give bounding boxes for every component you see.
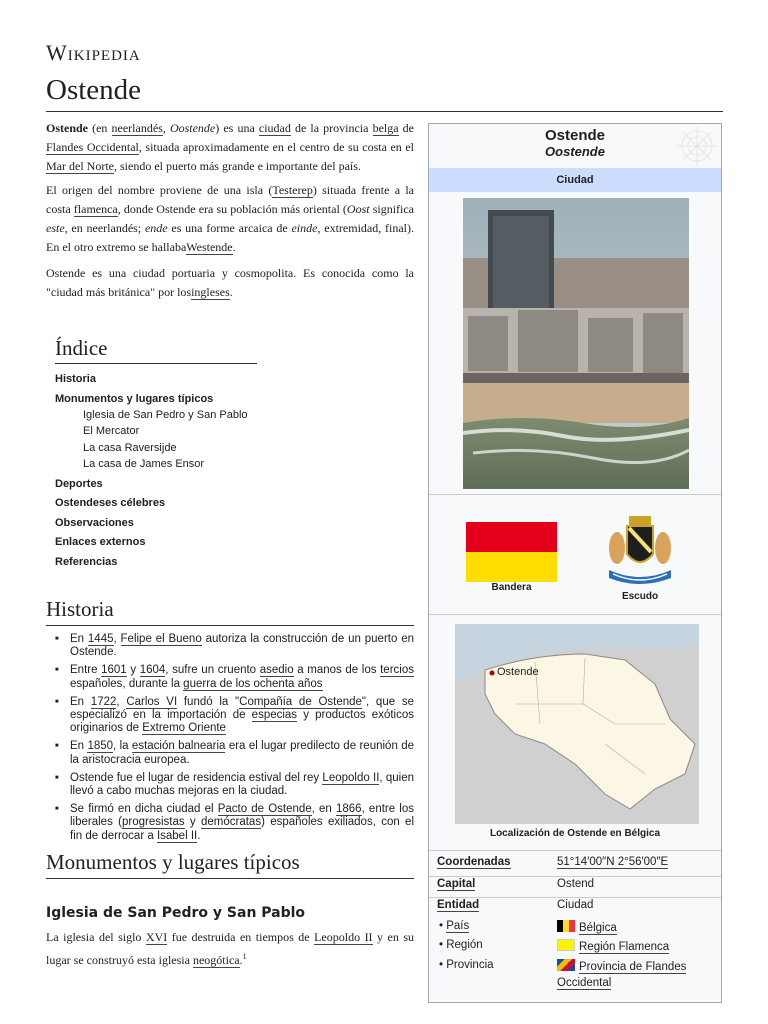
toc-item-monumentos[interactable]: Monumentos y lugares típicos: [55, 392, 214, 405]
list-item: ■ Ostende fue el lugar de residencia estival del rey Leopoldo II, quien llevó a cabo muchas mejoras en la ciudad.: [70, 772, 414, 798]
toc-item-observaciones[interactable]: Observaciones: [55, 516, 134, 529]
link-isabel-ii[interactable]: Isabel II: [156, 829, 198, 842]
infobox-row-entidad: [429, 899, 721, 919]
link-felipe-el-bueno[interactable]: Felipe el Bueno: [120, 633, 202, 645]
link-pais[interactable]: País: [446, 920, 470, 932]
list-item: ■ En 1850, la estación balnearia era el lugar predilecto de reunión de la aristocracia europea.: [70, 740, 414, 766]
label-entidad[interactable]: Entidad: [437, 899, 480, 911]
value-provincia[interactable]: Provincia de Flandes Occidental: [557, 961, 687, 989]
link-guerra-ochenta[interactable]: guerra de los ochenta años: [183, 677, 323, 690]
value-region[interactable]: Región Flamenca: [579, 941, 670, 953]
link-asedio[interactable]: asedio: [259, 664, 294, 677]
link-especias[interactable]: especias: [251, 709, 298, 722]
label-capital[interactable]: Capital: [437, 878, 476, 890]
toc-item-celebres[interactable]: Ostendeses célebres: [55, 497, 166, 509]
list-item: ■ Se firmó en dicha ciudad el Pacto de Ostende, en 1866, entre los liberales (progresistas y demócratas) españoles exiliados, con el fin de derrocar a Isabel II.: [70, 803, 414, 843]
west-flanders-flag-icon: [557, 959, 575, 971]
ostende-photo[interactable]: [463, 198, 689, 489]
label-provincia: • Provincia: [439, 959, 494, 971]
infobox-header: [429, 124, 721, 167]
intro-paragraph-1: Ostende (en neerlandés, Oostende) es una ciudad de la provincia belga de Flandes Occidental, situada aproximadamente en el centro de su costa en el Mar del Norte, siendo el puerto más grande e importante del país.: [46, 121, 415, 173]
subsection-heading-iglesia: Iglesia de San Pedro y San Pablo: [46, 905, 306, 921]
map-label-ostende: Ostende: [497, 666, 539, 678]
reference-1[interactable]: 1: [242, 952, 247, 961]
link-1722[interactable]: 1722: [90, 695, 117, 708]
infobox-row-pais: [429, 920, 721, 940]
infobox-divider: [429, 850, 721, 851]
link-belga[interactable]: belga: [372, 121, 399, 135]
intro-paragraph-3: Ostende es una ciudad portuaria y cosmopolita. Es conocida como la "ciudad más británica" por losingleses.: [46, 266, 414, 299]
infobox-name: Ostende: [544, 127, 605, 144]
flanders-flag-icon: [557, 939, 575, 951]
belgium-flag-icon: [557, 920, 575, 932]
value-entidad: Ciudad: [557, 899, 594, 911]
link-1601[interactable]: 1601: [101, 664, 127, 677]
link-flandes-occidental[interactable]: Flandes Occidental: [46, 140, 139, 154]
link-1866[interactable]: 1866: [335, 803, 362, 816]
infobox-native-name: Oostende: [545, 144, 605, 159]
page-title: Ostende: [46, 74, 142, 106]
label-pais: • País: [439, 920, 470, 932]
toc-item-deportes[interactable]: Deportes: [55, 477, 103, 490]
coat-of-arms-image[interactable]: [607, 514, 673, 592]
toc-title: Índice: [55, 336, 257, 364]
historia-list: [46, 633, 414, 848]
toc-item-historia[interactable]: Historia: [55, 373, 96, 385]
link-progresistas[interactable]: progresistas: [121, 816, 185, 829]
link-democratas[interactable]: demócratas: [200, 816, 262, 829]
infobox-row-capital: [429, 878, 721, 898]
iglesia-paragraph: La iglesia del siglo XVI fue destruida en tiempos de Leopoldo II y en su lugar se construyó esta iglesia neogótica.$^1$: [46, 930, 415, 967]
list-item: ■ En 1722, Carlos VI fundó la "Compañía de Ostende", que se especializó en la importación de especias y productos exóticos originarios de Extremo Oriente: [70, 696, 414, 736]
compass-watermark-icon: [649, 126, 719, 166]
infobox-row-region: [429, 939, 721, 959]
link-westende[interactable]: Westende: [186, 240, 233, 254]
toc-item-referencias[interactable]: Referencias: [55, 555, 118, 568]
link-1850[interactable]: 1850: [87, 740, 114, 753]
infobox-divider: [429, 876, 721, 877]
link-compania-ostende[interactable]: Compañía de Ostende: [239, 695, 362, 708]
title-divider: [46, 111, 416, 112]
title-divider-right: [416, 111, 723, 112]
link-1604[interactable]: 1604: [139, 664, 166, 677]
link-leopoldo-ii-2[interactable]: Leopoldo II: [314, 930, 373, 944]
section-heading-historia: Historia: [46, 597, 414, 626]
link-xvi[interactable]: XVI: [145, 930, 168, 944]
intro-paragraph-2: El origen del nombre proviene de una isla (Testerep) situada frente a la costa flamenca, donde Ostende era su población más oriental (Oost significa este, en neerlandés; ende es una forme arcaica de einde, extremidad, final). En el otro extremo se hallabaWestende.: [46, 183, 415, 254]
infobox-divider: [429, 614, 721, 615]
section-heading-monumentos: Monumentos y lugares típicos: [46, 850, 414, 879]
location-map[interactable]: [455, 624, 699, 824]
toc-subitem-ensor[interactable]: La casa de James Ensor: [83, 458, 205, 470]
link-extremo-oriente[interactable]: Extremo Oriente: [142, 722, 226, 735]
link-carlos-vi[interactable]: Carlos VI: [126, 695, 178, 708]
list-item: ■ En 1445, Felipe el Bueno autoriza la construcción de un puerto en Ostende.: [70, 633, 414, 659]
infobox-row-coordinates: [429, 856, 721, 876]
table-of-contents: [55, 336, 265, 572]
flag-image[interactable]: [466, 522, 557, 582]
flag-caption: Bandera: [491, 582, 532, 593]
toc-subitem-raversijde[interactable]: La casa Raversijde: [83, 441, 177, 454]
list-item: ■ Entre 1601 y 1604, sufre un cruento asedio a manos de los tercios españoles, durante la guerra de los ochenta años: [70, 664, 414, 690]
link-leopoldo-ii[interactable]: Leopoldo II: [322, 771, 380, 784]
value-capital: Ostend: [557, 878, 595, 890]
map-caption: Localización de Ostende en Bélgica: [489, 828, 661, 839]
coat-caption: Escudo: [621, 591, 659, 602]
label-region: • Región: [439, 939, 483, 951]
toc-subitem-iglesia[interactable]: Iglesia de San Pedro y San Pablo: [83, 408, 248, 421]
infobox: [428, 123, 722, 1003]
link-testerep[interactable]: Testerep: [272, 183, 313, 197]
link-1445[interactable]: 1445: [87, 633, 114, 645]
value-pais[interactable]: Bélgica: [579, 922, 617, 934]
link-flamenca[interactable]: flamenca: [73, 202, 118, 216]
value-coordinates[interactable]: 51°14′00″N 2°56′00″E: [557, 856, 669, 868]
infobox-row-provincia: [429, 959, 721, 999]
link-pacto-ostende[interactable]: Pacto de Ostende: [217, 803, 312, 816]
toc-subitem-mercator[interactable]: El Mercator: [83, 425, 140, 437]
link-ingleses[interactable]: ingleses: [191, 285, 230, 299]
link-mar-del-norte[interactable]: Mar del Norte: [46, 159, 114, 173]
infobox-divider: [429, 494, 721, 495]
infobox-type-bar: Ciudad: [429, 168, 721, 192]
link-estacion-balnearia[interactable]: estación balnearia: [131, 740, 226, 753]
link-neerlandes[interactable]: neerlandés: [111, 121, 163, 135]
link-ciudad[interactable]: ciudad: [258, 121, 291, 135]
link-tercios[interactable]: tercios: [380, 664, 414, 677]
link-neogotica[interactable]: neogótica: [192, 953, 240, 967]
wikipedia-wordmark[interactable]: Wikipedia: [46, 40, 141, 65]
toc-item-enlaces[interactable]: Enlaces externos: [55, 536, 146, 548]
label-coordinates[interactable]: Coordenadas: [437, 856, 511, 868]
infobox-divider: [429, 897, 721, 898]
